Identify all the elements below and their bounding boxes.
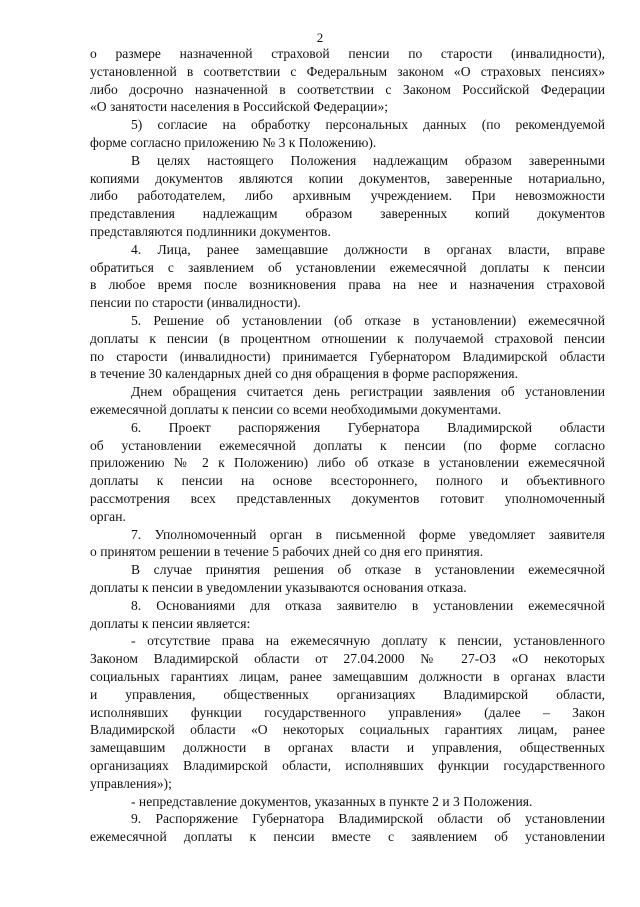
text-line: 4. Лица, ранее замещавшие должности в органах власти, вправе [131, 241, 605, 257]
text-line: 5. Решение об установлении (об отказе в установлении) ежемесячной [131, 313, 605, 328]
text-line: орган. [90, 508, 126, 524]
text-line: замещавшим должности в органах власти и управления, общественных [90, 740, 605, 756]
text-line: доплаты к пенсии является: [90, 615, 251, 631]
text-line: организациях Владимирской области, исполнявших функции государственного [90, 758, 605, 773]
text-line: либо работодателем, либо архивным учреждением. При невозможности [90, 188, 605, 204]
text-line: Законом Владимирской области от 27.04.2000 № 27-ОЗ «О некоторых [90, 651, 605, 667]
page-number: 2 [316, 30, 324, 45]
text-line: Владимирской области «О некоторых социальных гарантиях лицам, ранее [90, 722, 605, 738]
text-line: доплаты к пенсии (в процентном отношении к получаемой страховой пенсии [90, 330, 605, 346]
text-line: по старости (инвалидности) принимается Губернатором Владимирской области [90, 348, 605, 364]
text-line: рассмотрения всех представленных документов готовит уполномоченный [90, 491, 605, 506]
text-line: в течение 30 календарных дней со дня обращения в форме распоряжения. [90, 366, 518, 382]
text-line: Днем обращения считается день регистрации заявления об установлении [131, 384, 605, 400]
text-line: представляются подлинники документов. [90, 224, 331, 239]
text-line: 8. Основаниями для отказа заявителю в установлении ежемесячной [131, 597, 605, 613]
text-line: - непредставление документов, указанных в пункте 2 и 3 Положения. [131, 793, 533, 809]
text-line: доплаты к пенсии на основе всестороннего, полного и объективного [90, 473, 605, 489]
text-line: установленной в соответствии с Федеральным законом «О страховых пенсиях» [90, 63, 605, 79]
text-line: 7. Уполномоченный орган в письменной форме уведомляет заявителя [131, 526, 605, 542]
text-line: исполнявших функции государственного управления» (далее – Закон [90, 704, 605, 720]
text-line: о принятом решении в течение 5 рабочих дней со дня его принятия. [90, 544, 484, 560]
text-line: о размере назначенной страховой пенсии по старости (инвалидности), [90, 46, 605, 61]
text-line: и управления, общественных организациях Владимирской области, [90, 686, 605, 702]
text-line: пенсии по старости (инвалидности). [90, 295, 301, 311]
text-line: представления надлежащим образом заверенных копий документов [90, 206, 605, 222]
text-line: «О занятости населения в Российской Федерации»; [90, 99, 389, 115]
text-line: форме согласно приложению № 3 к Положению). [90, 135, 377, 150]
text-line: 9. Распоряжение Губернатора Владимирской области об установлении [131, 811, 605, 827]
text-line: В целях настоящего Положения надлежащим образом заверенными [131, 152, 605, 168]
text-line: в любое время после возникновения права на нее и назначения страховой [90, 277, 605, 293]
text-line: либо досрочно назначенной в соответствии с Законом Российской Федерации [90, 81, 605, 97]
text-line: обратиться с заявлением об установлении ежемесячной доплаты к пенсии [90, 259, 605, 275]
text-line: доплаты к пенсии в уведомлении указываются основания отказа. [90, 580, 467, 595]
text-line: ежемесячной доплаты к пенсии вместе с заявлением об установлении [90, 829, 605, 845]
text-line: - отсутствие права на ежемесячную доплату к пенсии, установленного [131, 633, 605, 649]
text-line: управления»); [90, 775, 172, 791]
text-line: В случае принятия решения об отказе в установлении ежемесячной [131, 562, 605, 578]
text-line: копиями документов являются копии документов, заверенные нотариально, [90, 170, 605, 186]
text-line: социальных гарантиях лицам, ранее замещавшим должности в органах власти [90, 669, 605, 684]
text-line: об установлении ежемесячной доплаты к пенсии (по форме согласно [90, 437, 605, 453]
text-line: 5) согласие на обработку персональных данных (по рекомендуемой [131, 117, 605, 133]
text-line: приложению № 2 к Положению) либо об отказе в установлении ежемесячной [90, 455, 605, 471]
text-line: 6. Проект распоряжения Губернатора Владимирской области [131, 419, 605, 435]
text-line: ежемесячной доплаты к пенсии со всеми необходимыми документами. [90, 402, 502, 417]
